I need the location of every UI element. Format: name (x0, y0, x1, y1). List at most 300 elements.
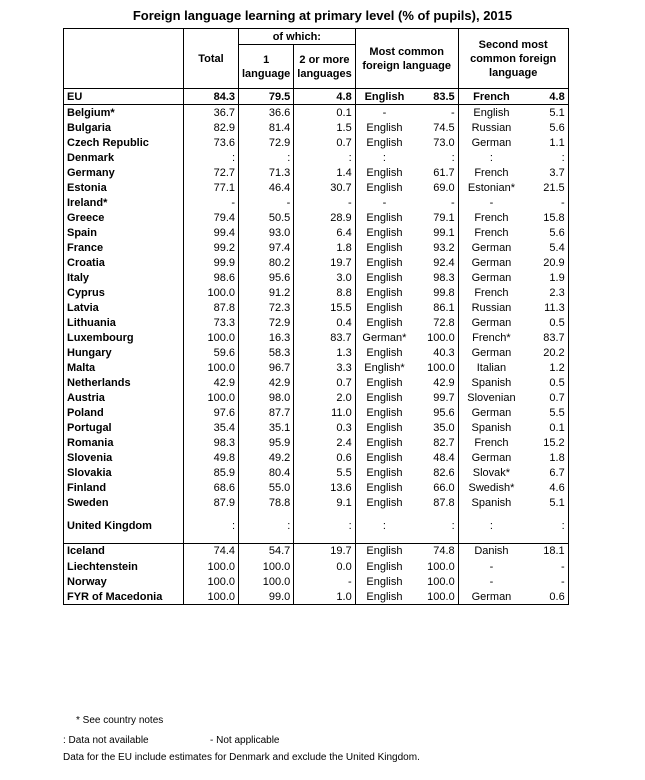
one-language-cell: 100.0 (239, 574, 294, 589)
two-or-more-cell: 5.5 (294, 465, 355, 480)
most-common-language-cell: English (355, 345, 413, 360)
country-cell: Lithuania (64, 315, 184, 330)
total-cell: 99.9 (184, 255, 239, 270)
second-language-cell: German (458, 405, 524, 420)
country-cell: FYR of Macedonia (64, 589, 184, 605)
second-value-cell: 15.2 (524, 435, 568, 450)
most-common-value-cell: 99.7 (413, 390, 458, 405)
country-cell: Slovakia (64, 465, 184, 480)
second-value-cell: - (524, 574, 568, 589)
two-or-more-cell: 1.0 (294, 589, 355, 605)
second-value-cell: 6.7 (524, 465, 568, 480)
most-common-value-cell: 87.8 (413, 495, 458, 510)
one-language-cell: 50.5 (239, 210, 294, 225)
one-language-cell: 81.4 (239, 120, 294, 135)
country-cell: Czech Republic (64, 135, 184, 150)
table-row (64, 420, 569, 435)
table-row (64, 210, 569, 225)
most-common-language-cell: English (355, 543, 413, 559)
most-common-value-cell: : (413, 510, 458, 543)
table-row (64, 450, 569, 465)
second-value-cell: 5.4 (524, 240, 568, 255)
most-common-value-cell: 74.8 (413, 543, 458, 559)
total-cell: 73.6 (184, 135, 239, 150)
two-or-more-cell: 6.4 (294, 225, 355, 240)
table-body (64, 89, 569, 605)
table-row (64, 465, 569, 480)
one-language-cell: - (239, 195, 294, 210)
total-cell: 99.4 (184, 225, 239, 240)
note-not-applicable: - Not applicable (210, 735, 280, 746)
total-cell: 100.0 (184, 589, 239, 605)
most-common-language-cell: English (355, 390, 413, 405)
most-common-value-cell: 79.1 (413, 210, 458, 225)
second-value-cell: 18.1 (524, 543, 568, 559)
country-cell: Netherlands (64, 375, 184, 390)
table-row (64, 360, 569, 375)
second-language-cell: - (458, 559, 524, 574)
most-common-language-cell: English (355, 315, 413, 330)
most-common-value-cell: 100.0 (413, 574, 458, 589)
one-language-cell: 16.3 (239, 330, 294, 345)
two-or-more-cell: 0.4 (294, 315, 355, 330)
most-common-language-cell: English* (355, 360, 413, 375)
second-value-cell: 1.9 (524, 270, 568, 285)
country-cell: Luxembourg (64, 330, 184, 345)
total-cell: 100.0 (184, 285, 239, 300)
most-common-language-cell: German* (355, 330, 413, 345)
most-common-language-cell: English (355, 375, 413, 390)
two-or-more-cell: : (294, 150, 355, 165)
table-row (64, 495, 569, 510)
total-cell: 100.0 (184, 559, 239, 574)
country-cell: Hungary (64, 345, 184, 360)
total-cell: 98.3 (184, 435, 239, 450)
country-cell: Germany (64, 165, 184, 180)
second-value-cell: 5.6 (524, 225, 568, 240)
second-language-cell: French (458, 165, 524, 180)
table-row (64, 480, 569, 495)
country-cell: Denmark (64, 150, 184, 165)
table-row (64, 405, 569, 420)
table-row (64, 180, 569, 195)
two-or-more-cell: 28.9 (294, 210, 355, 225)
note-country-notes: * See country notes (76, 715, 164, 726)
second-value-cell: 83.7 (524, 330, 568, 345)
country-cell: Romania (64, 435, 184, 450)
second-value-cell: - (524, 195, 568, 210)
one-language-cell: 80.4 (239, 465, 294, 480)
table-row (64, 120, 569, 135)
second-language-cell: German (458, 450, 524, 465)
most-common-value-cell: 100.0 (413, 559, 458, 574)
header-of-which: of which: (239, 29, 356, 45)
second-language-cell: French* (458, 330, 524, 345)
second-language-cell: Spanish (458, 420, 524, 435)
two-or-more-cell: 0.0 (294, 559, 355, 574)
second-value-cell: 21.5 (524, 180, 568, 195)
second-value-cell: 15.8 (524, 210, 568, 225)
two-or-more-cell: 30.7 (294, 180, 355, 195)
table-row (64, 150, 569, 165)
total-cell: 77.1 (184, 180, 239, 195)
most-common-value-cell: 35.0 (413, 420, 458, 435)
one-language-cell: 58.3 (239, 345, 294, 360)
most-common-value-cell: : (413, 150, 458, 165)
two-or-more-cell: 9.1 (294, 495, 355, 510)
table-row (64, 195, 569, 210)
second-value-cell: 3.7 (524, 165, 568, 180)
second-language-cell: Slovak* (458, 465, 524, 480)
two-or-more-cell: 13.6 (294, 480, 355, 495)
second-language-cell: Russian (458, 300, 524, 315)
most-common-value-cell: 42.9 (413, 375, 458, 390)
most-common-language-cell: : (355, 150, 413, 165)
one-language-cell: 72.3 (239, 300, 294, 315)
most-common-value-cell: 99.1 (413, 225, 458, 240)
most-common-value-cell: 73.0 (413, 135, 458, 150)
most-common-language-cell: - (355, 105, 413, 121)
most-common-language-cell: English (355, 165, 413, 180)
second-language-cell: German (458, 135, 524, 150)
country-cell: Austria (64, 390, 184, 405)
most-common-language-cell: English (355, 405, 413, 420)
one-language-cell: 49.2 (239, 450, 294, 465)
second-value-cell: 1.8 (524, 450, 568, 465)
second-language-cell: German (458, 345, 524, 360)
most-common-value-cell: 69.0 (413, 180, 458, 195)
country-cell: Estonia (64, 180, 184, 195)
header-total: Total (184, 29, 239, 89)
second-language-cell: Italian (458, 360, 524, 375)
second-value-cell: 0.5 (524, 375, 568, 390)
most-common-language-cell: English (355, 210, 413, 225)
total-cell: 87.9 (184, 495, 239, 510)
one-language-cell: 36.6 (239, 105, 294, 121)
most-common-language-cell: English (355, 450, 413, 465)
total-cell: - (184, 195, 239, 210)
table-row (64, 559, 569, 574)
most-common-value-cell: 48.4 (413, 450, 458, 465)
one-language-cell: 78.8 (239, 495, 294, 510)
two-or-more-cell: 1.4 (294, 165, 355, 180)
two-or-more-cell: 1.8 (294, 240, 355, 255)
total-cell: 35.4 (184, 420, 239, 435)
second-language-cell: Slovenian (458, 390, 524, 405)
most-common-value-cell: 74.5 (413, 120, 458, 135)
most-common-value-cell: 40.3 (413, 345, 458, 360)
second-value-cell: 4.8 (524, 89, 568, 105)
total-cell: 74.4 (184, 543, 239, 559)
second-value-cell: 5.1 (524, 105, 568, 121)
second-value-cell: - (524, 559, 568, 574)
one-language-cell: 72.9 (239, 315, 294, 330)
note-not-available: : Data not available (63, 735, 149, 746)
total-cell: 59.6 (184, 345, 239, 360)
table-row (64, 345, 569, 360)
most-common-language-cell: English (355, 225, 413, 240)
most-common-language-cell: English (355, 135, 413, 150)
most-common-language-cell: English (355, 559, 413, 574)
total-cell: 72.7 (184, 165, 239, 180)
header-country (64, 29, 184, 89)
one-language-cell: 87.7 (239, 405, 294, 420)
one-language-cell: 72.9 (239, 135, 294, 150)
two-or-more-cell: 3.0 (294, 270, 355, 285)
country-cell: Italy (64, 270, 184, 285)
second-value-cell: : (524, 510, 568, 543)
second-language-cell: French (458, 285, 524, 300)
two-or-more-cell: 19.7 (294, 543, 355, 559)
country-cell: EU (64, 89, 184, 105)
second-value-cell: 11.3 (524, 300, 568, 315)
most-common-value-cell: 92.4 (413, 255, 458, 270)
country-cell: United Kingdom (64, 510, 184, 543)
two-or-more-cell: 1.5 (294, 120, 355, 135)
table-row (64, 300, 569, 315)
country-cell: Latvia (64, 300, 184, 315)
most-common-value-cell: 100.0 (413, 589, 458, 605)
most-common-language-cell: English (355, 240, 413, 255)
table-row (64, 510, 569, 543)
total-cell: 98.6 (184, 270, 239, 285)
country-cell: Ireland* (64, 195, 184, 210)
table-row (64, 225, 569, 240)
two-or-more-cell: 3.3 (294, 360, 355, 375)
country-cell: Slovenia (64, 450, 184, 465)
data-table (63, 28, 569, 605)
two-or-more-cell: 15.5 (294, 300, 355, 315)
country-cell: Norway (64, 574, 184, 589)
second-value-cell: : (524, 150, 568, 165)
country-cell: Poland (64, 405, 184, 420)
two-or-more-cell: 11.0 (294, 405, 355, 420)
total-cell: : (184, 150, 239, 165)
second-language-cell: German (458, 589, 524, 605)
two-or-more-cell: 83.7 (294, 330, 355, 345)
table-row (64, 270, 569, 285)
table-row (64, 435, 569, 450)
total-cell: 79.4 (184, 210, 239, 225)
second-value-cell: 20.2 (524, 345, 568, 360)
second-language-cell: French (458, 225, 524, 240)
second-value-cell: 1.1 (524, 135, 568, 150)
country-cell: Belgium* (64, 105, 184, 121)
total-cell: 73.3 (184, 315, 239, 330)
second-value-cell: 2.3 (524, 285, 568, 300)
one-language-cell: 95.6 (239, 270, 294, 285)
table-row (64, 255, 569, 270)
one-language-cell: 80.2 (239, 255, 294, 270)
one-language-cell: 46.4 (239, 180, 294, 195)
second-value-cell: 0.5 (524, 315, 568, 330)
second-value-cell: 20.9 (524, 255, 568, 270)
one-language-cell: 54.7 (239, 543, 294, 559)
two-or-more-cell: 2.0 (294, 390, 355, 405)
country-cell: Cyprus (64, 285, 184, 300)
second-language-cell: - (458, 195, 524, 210)
one-language-cell: : (239, 510, 294, 543)
table-row (64, 135, 569, 150)
one-language-cell: : (239, 150, 294, 165)
one-language-cell: 42.9 (239, 375, 294, 390)
two-or-more-cell: : (294, 510, 355, 543)
second-language-cell: Danish (458, 543, 524, 559)
second-value-cell: 5.6 (524, 120, 568, 135)
second-value-cell: 0.6 (524, 589, 568, 605)
header-second-most: Second most common foreign language (458, 29, 568, 89)
second-value-cell: 5.5 (524, 405, 568, 420)
total-cell: 42.9 (184, 375, 239, 390)
total-cell: 87.8 (184, 300, 239, 315)
second-value-cell: 1.2 (524, 360, 568, 375)
one-language-cell: 55.0 (239, 480, 294, 495)
two-or-more-cell: 4.8 (294, 89, 355, 105)
second-language-cell: English (458, 105, 524, 121)
most-common-language-cell: - (355, 195, 413, 210)
second-value-cell: 4.6 (524, 480, 568, 495)
table-row (64, 285, 569, 300)
second-language-cell: Estonian* (458, 180, 524, 195)
most-common-value-cell: 61.7 (413, 165, 458, 180)
table-row (64, 315, 569, 330)
most-common-value-cell: 66.0 (413, 480, 458, 495)
most-common-language-cell: English (355, 574, 413, 589)
two-or-more-cell: 2.4 (294, 435, 355, 450)
one-language-cell: 99.0 (239, 589, 294, 605)
country-cell: Croatia (64, 255, 184, 270)
country-cell: Bulgaria (64, 120, 184, 135)
most-common-value-cell: - (413, 105, 458, 121)
country-cell: Iceland (64, 543, 184, 559)
two-or-more-cell: 0.7 (294, 135, 355, 150)
total-cell: 82.9 (184, 120, 239, 135)
most-common-language-cell: English (355, 480, 413, 495)
second-language-cell: : (458, 150, 524, 165)
second-language-cell: French (458, 210, 524, 225)
table-row (64, 390, 569, 405)
one-language-cell: 79.5 (239, 89, 294, 105)
second-language-cell: Swedish* (458, 480, 524, 495)
header-one-language: 1 language (239, 45, 294, 89)
most-common-value-cell: 82.6 (413, 465, 458, 480)
table-row (64, 165, 569, 180)
country-cell: Spain (64, 225, 184, 240)
one-language-cell: 96.7 (239, 360, 294, 375)
total-cell: 100.0 (184, 390, 239, 405)
second-value-cell: 5.1 (524, 495, 568, 510)
second-language-cell: Spanish (458, 375, 524, 390)
total-cell: : (184, 510, 239, 543)
most-common-language-cell: English (355, 420, 413, 435)
second-language-cell: German (458, 315, 524, 330)
total-cell: 49.8 (184, 450, 239, 465)
second-language-cell: Russian (458, 120, 524, 135)
most-common-value-cell: 100.0 (413, 360, 458, 375)
second-language-cell: German (458, 270, 524, 285)
second-language-cell: : (458, 510, 524, 543)
one-language-cell: 71.3 (239, 165, 294, 180)
second-language-cell: Spanish (458, 495, 524, 510)
second-language-cell: French (458, 89, 524, 105)
most-common-language-cell: English (355, 465, 413, 480)
page-title: Foreign language learning at primary level (% of pupils), 2015 (132, 8, 513, 23)
most-common-language-cell: English (355, 495, 413, 510)
two-or-more-cell: - (294, 574, 355, 589)
two-or-more-cell: 0.6 (294, 450, 355, 465)
most-common-language-cell: : (355, 510, 413, 543)
most-common-language-cell: English (355, 589, 413, 605)
total-cell: 68.6 (184, 480, 239, 495)
second-language-cell: - (458, 574, 524, 589)
total-cell: 85.9 (184, 465, 239, 480)
total-cell: 97.6 (184, 405, 239, 420)
most-common-language-cell: English (355, 435, 413, 450)
most-common-value-cell: 100.0 (413, 330, 458, 345)
most-common-value-cell: 72.8 (413, 315, 458, 330)
country-cell: Finland (64, 480, 184, 495)
two-or-more-cell: 0.3 (294, 420, 355, 435)
one-language-cell: 35.1 (239, 420, 294, 435)
second-language-cell: French (458, 435, 524, 450)
country-cell: Greece (64, 210, 184, 225)
two-or-more-cell: 8.8 (294, 285, 355, 300)
table-row (64, 574, 569, 589)
two-or-more-cell: 19.7 (294, 255, 355, 270)
most-common-language-cell: English (355, 180, 413, 195)
one-language-cell: 98.0 (239, 390, 294, 405)
country-cell: Malta (64, 360, 184, 375)
one-language-cell: 97.4 (239, 240, 294, 255)
total-cell: 99.2 (184, 240, 239, 255)
two-or-more-cell: 0.7 (294, 375, 355, 390)
note-eu: Data for the EU include estimates for Denmark and exclude the United Kingdom. (63, 752, 420, 763)
country-cell: France (64, 240, 184, 255)
most-common-value-cell: 99.8 (413, 285, 458, 300)
one-language-cell: 91.2 (239, 285, 294, 300)
one-language-cell: 100.0 (239, 559, 294, 574)
country-cell: Portugal (64, 420, 184, 435)
header-two-or-more: 2 or more languages (294, 45, 355, 89)
most-common-language-cell: English (355, 300, 413, 315)
most-common-value-cell: 83.5 (413, 89, 458, 105)
two-or-more-cell: 0.1 (294, 105, 355, 121)
total-cell: 100.0 (184, 574, 239, 589)
most-common-language-cell: English (355, 285, 413, 300)
second-value-cell: 0.1 (524, 420, 568, 435)
most-common-value-cell: 82.7 (413, 435, 458, 450)
table-row (64, 105, 569, 121)
header-most-common: Most common foreign language (355, 29, 458, 89)
second-language-cell: German (458, 255, 524, 270)
table-row (64, 240, 569, 255)
most-common-language-cell: English (355, 120, 413, 135)
second-language-cell: German (458, 240, 524, 255)
table-row (64, 589, 569, 605)
total-cell: 100.0 (184, 360, 239, 375)
table-row (64, 375, 569, 390)
most-common-value-cell: 98.3 (413, 270, 458, 285)
most-common-value-cell: 93.2 (413, 240, 458, 255)
most-common-language-cell: English (355, 270, 413, 285)
total-cell: 100.0 (184, 330, 239, 345)
table-row (64, 543, 569, 559)
one-language-cell: 95.9 (239, 435, 294, 450)
table-row (64, 330, 569, 345)
second-value-cell: 0.7 (524, 390, 568, 405)
most-common-value-cell: 95.6 (413, 405, 458, 420)
most-common-value-cell: - (413, 195, 458, 210)
